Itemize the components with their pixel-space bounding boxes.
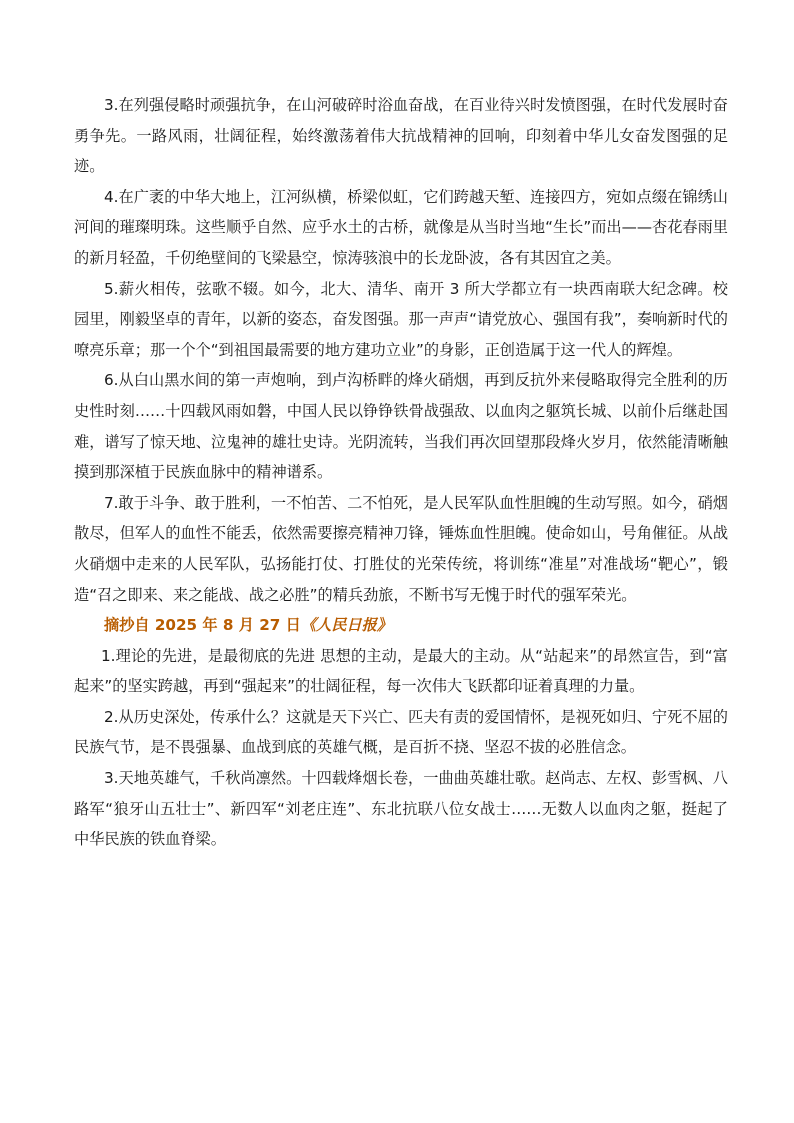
document-body: [74, 90, 728, 855]
excerpt-paragraph-3: 3.天地英雄气，千秋尚凛然。十四载烽烟长卷，一曲曲英雄壮歌。赵尚志、左权、彭雪枫、八路军“狼牙山五壮士”、新四军“刘老庄连”、东北抗联八位女战士……无数人以血肉之躯，挺起了中华民族的铁血脊梁。: [74, 769, 728, 849]
excerpt-paragraph-1: 1.理论的先进，是最彻底的先进 思想的主动，是最大的主动。从“站起来”的昂然宣告，到“富起来”的坚实跨越，再到“强起来”的壮阔征程，每一次伟大飞跃都印证着真理的力量。: [74, 646, 728, 696]
paragraph-3: 3.在列强侵略时顽强抗争，在山河破碎时浴血奋战，在百业待兴时发愤图强，在时代发展时奋勇争先。一路风雨，壮阔征程，始终激荡着伟大抗战精神的回响，印刻着中华儿女奋发图强的足迹。: [74, 96, 728, 176]
section-heading-prefix: 摘抄自 2025 年 8 月 27 日: [104, 616, 301, 635]
section-heading-source: 《人民日报》: [300, 616, 392, 635]
paragraph-5: 5.薪火相传，弦歌不辍。如今，北大、清华、南开 3 所大学都立有一块西南联大纪念碑。校园里，刚毅坚卓的青年，以新的姿态，奋发图强。那一声声“请党放心、强国有我”，奏响新时代的嘹亮乐章；那一个个“到祖国最需要的地方建功立业”的身影，正创造属于这一代人的辉煌。: [74, 279, 728, 359]
excerpt-paragraph-2: 2.从历史深处，传承什么？这就是天下兴亡、匹夫有责的爱国情怀，是视死如归、宁死不屈的民族气节，是不畏强暴、血战到底的英雄气概，是百折不挠、坚忍不拔的必胜信念。: [74, 707, 728, 757]
section-heading: [74, 610, 728, 641]
paragraph-4: 4.在广袤的中华大地上，江河纵横，桥梁似虹，它们跨越天堑、连接四方，宛如点缀在锦绣山河间的璀璨明珠。这些顺乎自然、应乎水土的古桥，就像是从当时当地“生长”而出——杏花春雨里的新月轻盈，千仞绝壁间的飞梁悬空，惊涛骇浪中的长龙卧波，各有其因宜之美。: [74, 187, 728, 267]
paragraph-7: 7.敢于斗争、敢于胜利，一不怕苦、二不怕死，是人民军队血性胆魄的生动写照。如今，硝烟散尽，但军人的血性不能丢，依然需要擦亮精神刀锋，锤炼血性胆魄。使命如山，号角催征。从战火硝烟中走来的人民军队，弘扬能打仗、打胜仗的光荣传统，将训练“准星”对准战场“靶心”，锻造“召之即来、来之能战、战之必胜”的精兵劲旅，不断书写无愧于时代的强军荣光。: [74, 493, 728, 604]
paragraph-6: 6.从白山黑水间的第一声炮响，到卢沟桥畔的烽火硝烟，再到反抗外来侵略取得完全胜利的历史性时刻……十四载风雨如磐，中国人民以铮铮铁骨战强敌、以血肉之躯筑长城、以前仆后继赴国难，谱写了惊天地、泣鬼神的雄壮史诗。光阴流转，当我们再次回望那段烽火岁月，依然能清晰触摸到那深植于民族血脉中的精神谱系。: [74, 371, 728, 482]
